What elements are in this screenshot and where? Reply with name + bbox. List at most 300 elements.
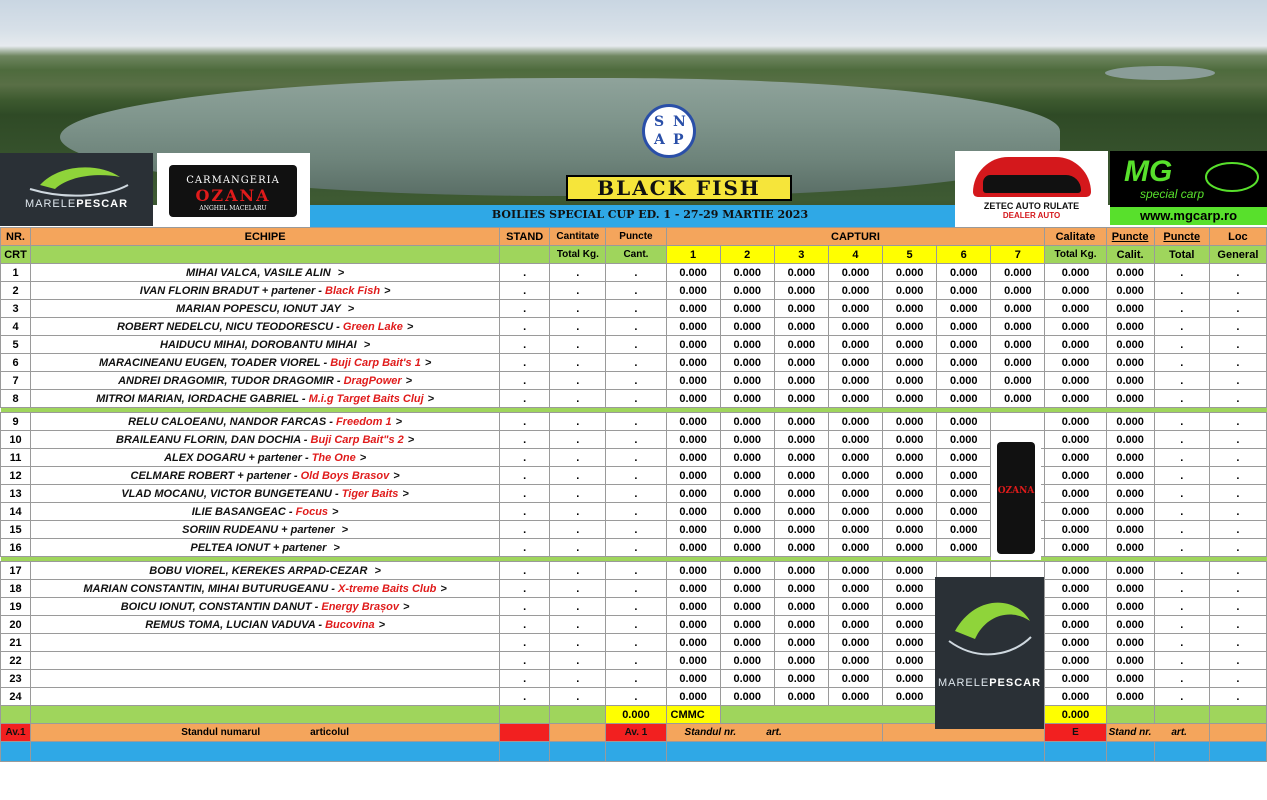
row-loc[interactable]: . xyxy=(1209,580,1266,598)
row-stand[interactable]: . xyxy=(500,616,550,634)
row-loc[interactable]: . xyxy=(1209,413,1266,431)
row-total-kg[interactable]: . xyxy=(550,688,606,706)
capture-cell[interactable]: 0.000 xyxy=(937,318,991,336)
row-puncte-cant[interactable]: . xyxy=(606,562,666,580)
capture-cell[interactable]: 0.000 xyxy=(774,431,828,449)
row-stand[interactable]: . xyxy=(500,503,550,521)
row-puncte-calit[interactable]: 0.000 xyxy=(1106,503,1154,521)
row-puncte-cant[interactable]: . xyxy=(606,449,666,467)
capture-cell[interactable]: 0.000 xyxy=(720,634,774,652)
row-puncte-calit[interactable]: 0.000 xyxy=(1106,354,1154,372)
row-puncte-calit[interactable]: 0.000 xyxy=(1106,413,1154,431)
capture-cell[interactable]: 0.000 xyxy=(883,431,937,449)
capture-cell[interactable]: 0.000 xyxy=(937,336,991,354)
row-calitate[interactable]: 0.000 xyxy=(1045,318,1106,336)
capture-cell[interactable]: 0.000 xyxy=(774,336,828,354)
row-stand[interactable]: . xyxy=(500,485,550,503)
capture-cell[interactable]: 0.000 xyxy=(774,300,828,318)
row-loc[interactable]: . xyxy=(1209,336,1266,354)
row-total-kg[interactable]: . xyxy=(550,485,606,503)
capture-cell[interactable]: 0.000 xyxy=(883,372,937,390)
row-stand[interactable]: . xyxy=(500,431,550,449)
row-team[interactable] xyxy=(31,562,500,580)
capture-cell[interactable]: 0.000 xyxy=(774,467,828,485)
row-total-kg[interactable]: . xyxy=(550,598,606,616)
capture-cell[interactable]: 0.000 xyxy=(828,300,882,318)
capture-cell[interactable]: 0.000 xyxy=(774,503,828,521)
capture-cell[interactable]: 0.000 xyxy=(666,390,720,408)
row-loc[interactable]: . xyxy=(1209,264,1266,282)
row-stand[interactable]: . xyxy=(500,413,550,431)
row-team[interactable] xyxy=(31,616,500,634)
capture-cell[interactable]: 0.000 xyxy=(720,318,774,336)
capture-cell[interactable]: 0.000 xyxy=(666,354,720,372)
capture-cell[interactable]: 0.000 xyxy=(666,431,720,449)
row-calitate[interactable]: 0.000 xyxy=(1045,467,1106,485)
row-loc[interactable]: . xyxy=(1209,485,1266,503)
capture-cell[interactable]: 0.000 xyxy=(720,521,774,539)
capture-cell[interactable]: 0.000 xyxy=(828,562,882,580)
row-puncte-calit[interactable]: 0.000 xyxy=(1106,390,1154,408)
capture-cell[interactable]: 0.000 xyxy=(774,616,828,634)
capture-cell[interactable]: 0.000 xyxy=(828,485,882,503)
capture-cell[interactable]: 0.000 xyxy=(883,300,937,318)
capture-cell[interactable]: 0.000 xyxy=(666,688,720,706)
capture-cell[interactable]: 0.000 xyxy=(937,521,991,539)
row-puncte-cant[interactable]: . xyxy=(606,300,666,318)
row-team[interactable] xyxy=(31,598,500,616)
capture-cell[interactable]: 0.000 xyxy=(883,580,937,598)
row-total-kg[interactable]: . xyxy=(550,300,606,318)
row-puncte-total[interactable]: . xyxy=(1154,580,1209,598)
row-team[interactable] xyxy=(31,539,500,557)
capture-cell[interactable]: 0.000 xyxy=(883,634,937,652)
row-stand[interactable]: . xyxy=(500,652,550,670)
row-calitate[interactable]: 0.000 xyxy=(1045,300,1106,318)
capture-cell[interactable]: 0.000 xyxy=(828,616,882,634)
row-stand[interactable]: . xyxy=(500,300,550,318)
row-puncte-cant[interactable]: . xyxy=(606,652,666,670)
capture-cell[interactable]: 0.000 xyxy=(937,467,991,485)
row-team[interactable] xyxy=(31,652,500,670)
row-calitate[interactable]: 0.000 xyxy=(1045,598,1106,616)
capture-cell[interactable]: 0.000 xyxy=(828,372,882,390)
row-total-kg[interactable]: . xyxy=(550,390,606,408)
row-calitate[interactable]: 0.000 xyxy=(1045,503,1106,521)
capture-cell[interactable]: 0.000 xyxy=(666,521,720,539)
capture-cell[interactable]: 0.000 xyxy=(720,449,774,467)
row-puncte-calit[interactable]: 0.000 xyxy=(1106,634,1154,652)
capture-cell[interactable]: 0.000 xyxy=(991,318,1045,336)
row-loc[interactable]: . xyxy=(1209,372,1266,390)
row-puncte-calit[interactable]: 0.000 xyxy=(1106,688,1154,706)
row-puncte-total[interactable]: . xyxy=(1154,652,1209,670)
row-puncte-calit[interactable]: 0.000 xyxy=(1106,670,1154,688)
capture-cell[interactable]: 0.000 xyxy=(774,580,828,598)
capture-cell[interactable]: 0.000 xyxy=(937,449,991,467)
row-total-kg[interactable]: . xyxy=(550,562,606,580)
capture-cell[interactable]: 0.000 xyxy=(720,539,774,557)
row-loc[interactable]: . xyxy=(1209,282,1266,300)
capture-cell[interactable]: 0.000 xyxy=(883,616,937,634)
row-puncte-cant[interactable]: . xyxy=(606,688,666,706)
row-puncte-total[interactable]: . xyxy=(1154,264,1209,282)
row-loc[interactable]: . xyxy=(1209,318,1266,336)
capture-cell[interactable]: 0.000 xyxy=(720,467,774,485)
row-loc[interactable]: . xyxy=(1209,652,1266,670)
row-calitate[interactable]: 0.000 xyxy=(1045,521,1106,539)
capture-cell[interactable]: 0.000 xyxy=(720,670,774,688)
capture-cell[interactable]: 0.000 xyxy=(720,562,774,580)
capture-cell[interactable]: 0.000 xyxy=(937,282,991,300)
row-loc[interactable]: . xyxy=(1209,562,1266,580)
row-calitate[interactable]: 0.000 xyxy=(1045,634,1106,652)
capture-cell[interactable]: 0.000 xyxy=(883,539,937,557)
row-puncte-calit[interactable]: 0.000 xyxy=(1106,431,1154,449)
row-stand[interactable]: . xyxy=(500,282,550,300)
capture-cell[interactable]: 0.000 xyxy=(720,652,774,670)
capture-cell[interactable]: 0.000 xyxy=(774,485,828,503)
capture-cell[interactable]: 0.000 xyxy=(991,264,1045,282)
row-puncte-calit[interactable]: 0.000 xyxy=(1106,336,1154,354)
row-stand[interactable]: . xyxy=(500,372,550,390)
row-puncte-calit[interactable]: 0.000 xyxy=(1106,282,1154,300)
capture-cell[interactable]: 0.000 xyxy=(828,354,882,372)
capture-cell[interactable]: 0.000 xyxy=(720,300,774,318)
capture-cell[interactable]: 0.000 xyxy=(720,598,774,616)
row-puncte-cant[interactable]: . xyxy=(606,336,666,354)
row-loc[interactable]: . xyxy=(1209,598,1266,616)
row-team[interactable] xyxy=(31,413,500,431)
capture-cell[interactable]: 0.000 xyxy=(720,264,774,282)
row-puncte-total[interactable]: . xyxy=(1154,485,1209,503)
row-team[interactable] xyxy=(31,580,500,598)
row-loc[interactable]: . xyxy=(1209,390,1266,408)
row-puncte-total[interactable]: . xyxy=(1154,413,1209,431)
row-stand[interactable]: . xyxy=(500,539,550,557)
row-stand[interactable]: . xyxy=(500,688,550,706)
capture-cell[interactable]: 0.000 xyxy=(774,670,828,688)
capture-cell[interactable]: 0.000 xyxy=(828,282,882,300)
row-total-kg[interactable]: . xyxy=(550,634,606,652)
capture-cell[interactable]: 0.000 xyxy=(937,503,991,521)
row-calitate[interactable]: 0.000 xyxy=(1045,431,1106,449)
capture-cell[interactable]: 0.000 xyxy=(937,539,991,557)
row-calitate[interactable]: 0.000 xyxy=(1045,390,1106,408)
row-calitate[interactable]: 0.000 xyxy=(1045,688,1106,706)
capture-cell[interactable]: 0.000 xyxy=(828,413,882,431)
capture-cell[interactable]: 0.000 xyxy=(883,264,937,282)
row-puncte-cant[interactable]: . xyxy=(606,670,666,688)
capture-cell[interactable]: 0.000 xyxy=(720,354,774,372)
capture-cell[interactable]: 0.000 xyxy=(828,431,882,449)
capture-cell[interactable]: 0.000 xyxy=(666,467,720,485)
row-total-kg[interactable]: . xyxy=(550,264,606,282)
capture-cell[interactable]: 0.000 xyxy=(937,485,991,503)
capture-cell[interactable]: 0.000 xyxy=(991,300,1045,318)
capture-cell[interactable]: 0.000 xyxy=(774,449,828,467)
row-stand[interactable]: . xyxy=(500,467,550,485)
row-loc[interactable]: . xyxy=(1209,521,1266,539)
capture-cell[interactable]: 0.000 xyxy=(937,413,991,431)
row-total-kg[interactable]: . xyxy=(550,354,606,372)
row-puncte-cant[interactable]: . xyxy=(606,580,666,598)
row-calitate[interactable]: 0.000 xyxy=(1045,336,1106,354)
capture-cell[interactable]: 0.000 xyxy=(883,354,937,372)
row-loc[interactable]: . xyxy=(1209,670,1266,688)
capture-cell[interactable]: 0.000 xyxy=(720,413,774,431)
capture-cell[interactable]: 0.000 xyxy=(991,282,1045,300)
row-puncte-total[interactable]: . xyxy=(1154,372,1209,390)
capture-cell[interactable]: 0.000 xyxy=(774,372,828,390)
row-puncte-cant[interactable]: . xyxy=(606,318,666,336)
row-calitate[interactable]: 0.000 xyxy=(1045,616,1106,634)
capture-cell[interactable]: 0.000 xyxy=(991,372,1045,390)
capture-cell[interactable]: 0.000 xyxy=(828,652,882,670)
row-loc[interactable]: . xyxy=(1209,634,1266,652)
capture-cell[interactable]: 0.000 xyxy=(828,598,882,616)
row-total-kg[interactable]: . xyxy=(550,539,606,557)
capture-cell[interactable]: 0.000 xyxy=(666,503,720,521)
capture-cell[interactable]: 0.000 xyxy=(666,616,720,634)
capture-cell[interactable]: 0.000 xyxy=(666,580,720,598)
row-team[interactable] xyxy=(31,354,500,372)
capture-cell[interactable]: 0.000 xyxy=(720,580,774,598)
row-loc[interactable]: . xyxy=(1209,503,1266,521)
row-loc[interactable]: . xyxy=(1209,431,1266,449)
row-calitate[interactable]: 0.000 xyxy=(1045,670,1106,688)
row-team[interactable] xyxy=(31,264,500,282)
capture-cell[interactable]: 0.000 xyxy=(720,282,774,300)
capture-cell[interactable]: 0.000 xyxy=(883,670,937,688)
row-total-kg[interactable]: . xyxy=(550,670,606,688)
row-stand[interactable]: . xyxy=(500,390,550,408)
capture-cell[interactable]: 0.000 xyxy=(666,336,720,354)
row-total-kg[interactable]: . xyxy=(550,318,606,336)
row-puncte-cant[interactable]: . xyxy=(606,521,666,539)
capture-cell[interactable]: 0.000 xyxy=(828,580,882,598)
capture-cell[interactable]: 0.000 xyxy=(828,264,882,282)
capture-cell[interactable]: 0.000 xyxy=(774,598,828,616)
row-puncte-calit[interactable]: 0.000 xyxy=(1106,562,1154,580)
row-puncte-calit[interactable]: 0.000 xyxy=(1106,652,1154,670)
capture-cell[interactable]: 0.000 xyxy=(828,318,882,336)
row-stand[interactable]: . xyxy=(500,449,550,467)
row-puncte-total[interactable]: . xyxy=(1154,562,1209,580)
row-puncte-cant[interactable]: . xyxy=(606,372,666,390)
capture-cell[interactable]: 0.000 xyxy=(774,390,828,408)
row-puncte-cant[interactable]: . xyxy=(606,634,666,652)
capture-cell[interactable]: 0.000 xyxy=(883,503,937,521)
capture-cell[interactable]: 0.000 xyxy=(666,372,720,390)
row-team[interactable] xyxy=(31,449,500,467)
row-puncte-calit[interactable]: 0.000 xyxy=(1106,521,1154,539)
row-team[interactable] xyxy=(31,390,500,408)
capture-cell[interactable]: 0.000 xyxy=(720,390,774,408)
row-team[interactable] xyxy=(31,300,500,318)
row-stand[interactable]: . xyxy=(500,580,550,598)
row-puncte-calit[interactable]: 0.000 xyxy=(1106,598,1154,616)
capture-cell[interactable]: 0.000 xyxy=(666,634,720,652)
row-team[interactable] xyxy=(31,336,500,354)
row-team[interactable] xyxy=(31,634,500,652)
row-stand[interactable]: . xyxy=(500,336,550,354)
row-puncte-total[interactable]: . xyxy=(1154,670,1209,688)
row-total-kg[interactable]: . xyxy=(550,431,606,449)
row-total-kg[interactable]: . xyxy=(550,282,606,300)
row-puncte-calit[interactable]: 0.000 xyxy=(1106,616,1154,634)
row-puncte-calit[interactable]: 0.000 xyxy=(1106,485,1154,503)
capture-cell[interactable]: 0.000 xyxy=(883,390,937,408)
capture-cell[interactable]: 0.000 xyxy=(991,354,1045,372)
capture-cell[interactable]: 0.000 xyxy=(666,449,720,467)
row-loc[interactable]: . xyxy=(1209,616,1266,634)
row-puncte-calit[interactable]: 0.000 xyxy=(1106,318,1154,336)
capture-cell[interactable]: 0.000 xyxy=(666,652,720,670)
capture-cell[interactable]: 0.000 xyxy=(828,467,882,485)
row-puncte-total[interactable]: . xyxy=(1154,634,1209,652)
capture-cell[interactable]: 0.000 xyxy=(937,431,991,449)
capture-cell[interactable]: 0.000 xyxy=(883,467,937,485)
capture-cell[interactable]: 0.000 xyxy=(991,336,1045,354)
row-stand[interactable]: . xyxy=(500,634,550,652)
row-calitate[interactable]: 0.000 xyxy=(1045,580,1106,598)
capture-cell[interactable]: 0.000 xyxy=(666,264,720,282)
capture-cell[interactable]: 0.000 xyxy=(828,503,882,521)
row-puncte-cant[interactable]: . xyxy=(606,467,666,485)
capture-cell[interactable]: 0.000 xyxy=(883,282,937,300)
capture-cell[interactable]: 0.000 xyxy=(666,562,720,580)
capture-cell[interactable]: 0.000 xyxy=(774,652,828,670)
row-puncte-calit[interactable]: 0.000 xyxy=(1106,264,1154,282)
row-team[interactable] xyxy=(31,670,500,688)
row-puncte-total[interactable]: . xyxy=(1154,354,1209,372)
row-calitate[interactable]: 0.000 xyxy=(1045,485,1106,503)
row-puncte-cant[interactable]: . xyxy=(606,539,666,557)
row-puncte-cant[interactable]: . xyxy=(606,354,666,372)
capture-cell[interactable]: 0.000 xyxy=(828,336,882,354)
row-calitate[interactable]: 0.000 xyxy=(1045,282,1106,300)
row-puncte-total[interactable]: . xyxy=(1154,467,1209,485)
capture-cell[interactable]: 0.000 xyxy=(883,598,937,616)
row-loc[interactable]: . xyxy=(1209,354,1266,372)
capture-cell[interactable]: 0.000 xyxy=(774,264,828,282)
capture-cell[interactable]: 0.000 xyxy=(774,634,828,652)
row-total-kg[interactable]: . xyxy=(550,467,606,485)
row-puncte-calit[interactable]: 0.000 xyxy=(1106,467,1154,485)
row-calitate[interactable]: 0.000 xyxy=(1045,354,1106,372)
row-puncte-calit[interactable]: 0.000 xyxy=(1106,300,1154,318)
row-team[interactable] xyxy=(31,521,500,539)
row-puncte-total[interactable]: . xyxy=(1154,598,1209,616)
capture-cell[interactable]: 0.000 xyxy=(883,318,937,336)
row-calitate[interactable]: 0.000 xyxy=(1045,539,1106,557)
capture-cell[interactable]: 0.000 xyxy=(666,670,720,688)
row-total-kg[interactable]: . xyxy=(550,372,606,390)
capture-cell[interactable]: 0.000 xyxy=(991,390,1045,408)
capture-cell[interactable]: 0.000 xyxy=(720,431,774,449)
capture-cell[interactable]: 0.000 xyxy=(666,282,720,300)
capture-cell[interactable]: 0.000 xyxy=(774,318,828,336)
capture-cell[interactable]: 0.000 xyxy=(666,539,720,557)
capture-cell[interactable]: 0.000 xyxy=(666,300,720,318)
row-loc[interactable]: . xyxy=(1209,467,1266,485)
row-puncte-cant[interactable]: . xyxy=(606,598,666,616)
capture-cell[interactable]: 0.000 xyxy=(774,539,828,557)
capture-cell[interactable]: 0.000 xyxy=(720,336,774,354)
capture-cell[interactable]: 0.000 xyxy=(666,485,720,503)
row-team[interactable] xyxy=(31,485,500,503)
row-puncte-total[interactable]: . xyxy=(1154,431,1209,449)
capture-cell[interactable]: 0.000 xyxy=(883,336,937,354)
capture-cell[interactable]: 0.000 xyxy=(774,521,828,539)
capture-cell[interactable]: 0.000 xyxy=(883,413,937,431)
row-puncte-calit[interactable]: 0.000 xyxy=(1106,580,1154,598)
capture-cell[interactable]: 0.000 xyxy=(720,616,774,634)
row-total-kg[interactable]: . xyxy=(550,413,606,431)
row-stand[interactable]: . xyxy=(500,562,550,580)
row-calitate[interactable]: 0.000 xyxy=(1045,264,1106,282)
row-puncte-cant[interactable]: . xyxy=(606,413,666,431)
row-puncte-total[interactable]: . xyxy=(1154,539,1209,557)
row-puncte-cant[interactable]: . xyxy=(606,431,666,449)
capture-cell[interactable]: 0.000 xyxy=(666,318,720,336)
capture-cell[interactable]: 0.000 xyxy=(720,688,774,706)
row-total-kg[interactable]: . xyxy=(550,503,606,521)
capture-cell[interactable]: 0.000 xyxy=(828,521,882,539)
row-puncte-cant[interactable]: . xyxy=(606,264,666,282)
capture-cell[interactable]: 0.000 xyxy=(774,562,828,580)
capture-cell[interactable]: 0.000 xyxy=(883,562,937,580)
capture-cell[interactable]: 0.000 xyxy=(937,354,991,372)
row-puncte-cant[interactable]: . xyxy=(606,503,666,521)
row-stand[interactable]: . xyxy=(500,354,550,372)
row-calitate[interactable]: 0.000 xyxy=(1045,413,1106,431)
capture-cell[interactable]: 0.000 xyxy=(774,688,828,706)
row-calitate[interactable]: 0.000 xyxy=(1045,652,1106,670)
capture-cell[interactable]: 0.000 xyxy=(883,485,937,503)
row-puncte-cant[interactable]: . xyxy=(606,485,666,503)
row-puncte-cant[interactable]: . xyxy=(606,282,666,300)
row-total-kg[interactable]: . xyxy=(550,652,606,670)
capture-cell[interactable]: 0.000 xyxy=(828,688,882,706)
row-team[interactable] xyxy=(31,688,500,706)
capture-cell[interactable]: 0.000 xyxy=(828,390,882,408)
row-puncte-total[interactable]: . xyxy=(1154,282,1209,300)
capture-cell[interactable]: 0.000 xyxy=(774,354,828,372)
row-puncte-cant[interactable]: . xyxy=(606,616,666,634)
capture-cell[interactable]: 0.000 xyxy=(883,521,937,539)
capture-cell[interactable]: 0.000 xyxy=(720,372,774,390)
row-puncte-calit[interactable]: 0.000 xyxy=(1106,372,1154,390)
capture-cell[interactable]: 0.000 xyxy=(720,485,774,503)
row-loc[interactable]: . xyxy=(1209,539,1266,557)
capture-cell[interactable]: 0.000 xyxy=(937,372,991,390)
capture-cell[interactable]: 0.000 xyxy=(828,539,882,557)
capture-cell[interactable]: 0.000 xyxy=(666,598,720,616)
row-loc[interactable]: . xyxy=(1209,449,1266,467)
row-puncte-total[interactable]: . xyxy=(1154,688,1209,706)
row-stand[interactable]: . xyxy=(500,264,550,282)
capture-cell[interactable]: 0.000 xyxy=(883,688,937,706)
row-puncte-total[interactable]: . xyxy=(1154,336,1209,354)
capture-cell[interactable]: 0.000 xyxy=(883,652,937,670)
row-calitate[interactable]: 0.000 xyxy=(1045,449,1106,467)
row-puncte-total[interactable]: . xyxy=(1154,300,1209,318)
row-total-kg[interactable]: . xyxy=(550,336,606,354)
row-team[interactable] xyxy=(31,503,500,521)
row-calitate[interactable]: 0.000 xyxy=(1045,562,1106,580)
